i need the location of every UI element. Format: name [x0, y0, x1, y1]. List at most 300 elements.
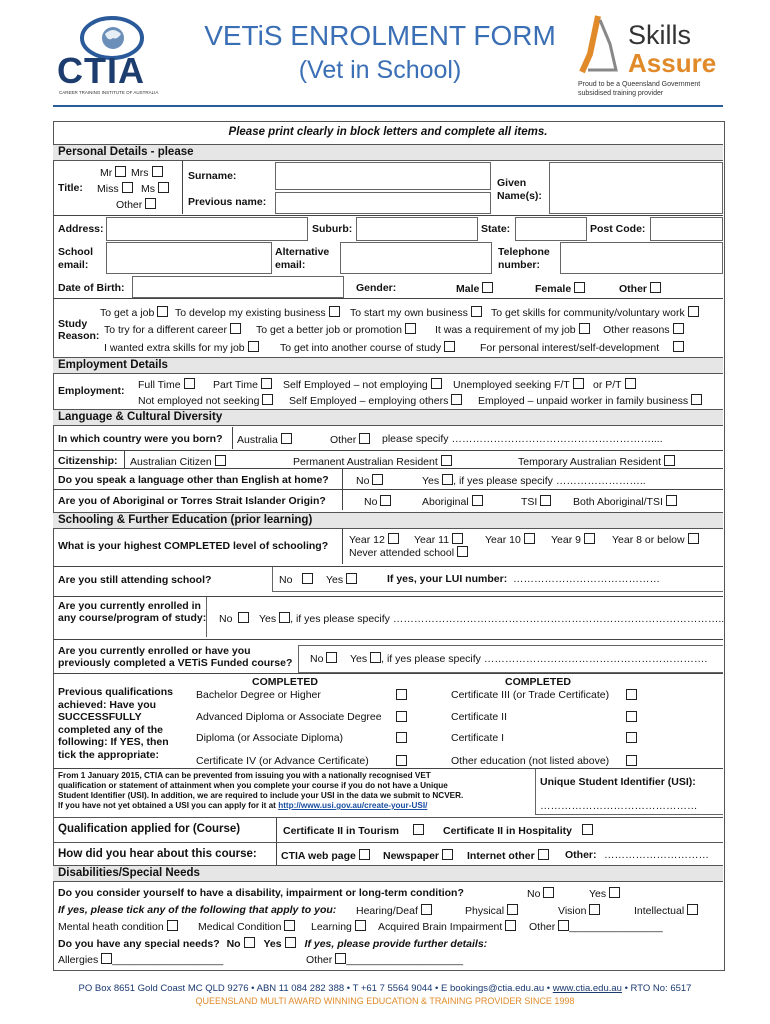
- lang-specify-text: , if yes please specify ……………………..: [453, 475, 646, 487]
- gender-other-checkbox[interactable]: [650, 282, 661, 293]
- tsi-checkbox[interactable]: [540, 495, 551, 506]
- allergies-field[interactable]: [58, 953, 223, 966]
- atsi-both[interactable]: [573, 495, 677, 508]
- q6-checkbox[interactable]: [626, 711, 637, 722]
- r3-label: To start my own business: [350, 307, 468, 319]
- e4b-checkbox[interactable]: [625, 378, 636, 389]
- allergies-label: Allergies: [58, 954, 99, 966]
- country-other-checkbox[interactable]: [359, 433, 370, 444]
- country-other[interactable]: [330, 433, 370, 446]
- cit-temporary[interactable]: [518, 455, 675, 468]
- aboriginal-checkbox[interactable]: [472, 495, 483, 506]
- vetis-no-checkbox[interactable]: [326, 652, 337, 663]
- dis-yes-checkbox[interactable]: [609, 887, 620, 898]
- special-yes[interactable]: [264, 938, 296, 950]
- instruction-text: Please print clearly in block letters and complete all items.: [228, 126, 548, 138]
- lang-no-label: No: [356, 475, 370, 487]
- special-details-text: If yes, please provide further details:: [304, 938, 488, 950]
- atsi-aboriginal[interactable]: [422, 495, 483, 508]
- surname-label: Surname:: [188, 170, 237, 182]
- dis-d8[interactable]: [378, 920, 516, 933]
- y12-checkbox[interactable]: [388, 533, 399, 544]
- emp-e1[interactable]: [138, 378, 195, 391]
- qual-q3: Diploma (or Associate Diploma): [196, 732, 344, 744]
- c1-label: Certificate II in Tourism: [283, 825, 399, 837]
- mrs-label: Mrs: [131, 167, 149, 179]
- y10-label: Year 10: [485, 534, 521, 546]
- lang-no[interactable]: [356, 474, 383, 487]
- footer-contact: [0, 983, 770, 994]
- e6-label: Self Employed – employing others: [289, 395, 449, 407]
- study-r7[interactable]: [435, 323, 590, 336]
- e7-checkbox[interactable]: [691, 394, 702, 405]
- c2-checkbox[interactable]: [582, 824, 593, 835]
- school-email-input[interactable]: [106, 242, 272, 274]
- dis-no-checkbox[interactable]: [543, 887, 554, 898]
- hear-h1[interactable]: [281, 849, 370, 862]
- qualification-label: Qualification applied for (Course): [58, 823, 241, 835]
- perm-resident-checkbox[interactable]: [441, 455, 452, 466]
- school-y9[interactable]: [551, 533, 595, 546]
- hear-h4[interactable]: [565, 849, 597, 861]
- qual-q6: Certificate II: [451, 711, 508, 723]
- r6-label: To get a better job or promotion: [256, 324, 402, 336]
- vetis-yes-checkbox[interactable]: [370, 652, 381, 663]
- course-c1[interactable]: [283, 824, 424, 837]
- divider: [53, 298, 723, 299]
- divider: [124, 450, 125, 468]
- e4-label: Unemployed seeking F/T: [453, 379, 570, 391]
- enrolled-yes[interactable]: [259, 612, 724, 625]
- e4b-label: or P/T: [593, 379, 622, 391]
- enrolled-specify-text: , if yes please specify …………………………………………………………………………………..: [290, 613, 725, 625]
- given-names-input[interactable]: [549, 162, 723, 214]
- dis-d5[interactable]: [58, 920, 178, 933]
- dis-yes[interactable]: [589, 887, 620, 900]
- other-needs-label: Other: [306, 954, 333, 966]
- gender-male[interactable]: [456, 282, 493, 295]
- allergies-checkbox[interactable]: [101, 953, 112, 964]
- ms-checkbox[interactable]: [158, 182, 169, 193]
- emp-e2[interactable]: [213, 378, 272, 391]
- form-subtitle: (Vet in School): [298, 56, 462, 84]
- miss-label: Miss: [97, 183, 119, 195]
- e5-checkbox[interactable]: [262, 394, 273, 405]
- hear-h3[interactable]: [467, 849, 549, 862]
- section-language-title: Language & Cultural Diversity: [58, 411, 223, 423]
- footer-tagline: QUEENSLAND MULTI AWARD WINNING EDUCATION & TRAINING PROVIDER SINCE 1998: [195, 996, 575, 1006]
- y9-label: Year 9: [551, 534, 581, 546]
- e7-label: Employed – unpaid worker in family business: [478, 395, 689, 407]
- emp-e3[interactable]: [283, 378, 442, 391]
- gender-label: Gender:: [356, 282, 397, 294]
- y10-checkbox[interactable]: [524, 533, 535, 544]
- skills-assure-logo: [578, 14, 718, 104]
- section-language: [53, 409, 723, 426]
- study-r6[interactable]: [256, 323, 416, 336]
- address-label: Address:: [58, 223, 104, 235]
- employment-label: Employment:: [58, 385, 125, 397]
- male-label: Male: [456, 283, 480, 295]
- temp-resident-label: Temporary Australian Resident: [518, 456, 661, 468]
- r5-checkbox[interactable]: [230, 323, 241, 334]
- q5-checkbox[interactable]: [626, 689, 637, 700]
- queensland-map-icon: [578, 14, 618, 74]
- y11-label: Year 11: [414, 534, 450, 546]
- address-input[interactable]: [106, 217, 308, 241]
- c2-label: Certificate II in Hospitality: [443, 825, 572, 837]
- australia-label: Australia: [237, 434, 278, 446]
- skills-caption: Proud to be a Queensland Government subsidised training provider: [578, 81, 701, 97]
- course-c2[interactable]: [443, 824, 593, 837]
- hear-h2[interactable]: [383, 849, 453, 862]
- r8-checkbox[interactable]: [673, 323, 684, 334]
- school-y11[interactable]: [414, 533, 463, 546]
- r7-label: It was a requirement of my job: [435, 324, 576, 336]
- suburb-label: Suburb:: [312, 223, 353, 235]
- h4-label: Other:: [565, 849, 597, 861]
- both-checkbox[interactable]: [666, 495, 677, 506]
- perm-resident-label: Permanent Australian Resident: [293, 456, 438, 468]
- r6-checkbox[interactable]: [405, 323, 416, 334]
- aboriginal-label: Aboriginal: [422, 496, 469, 508]
- atsi-no[interactable]: [364, 495, 391, 508]
- special-q-text: Do you have any special needs?: [58, 938, 220, 950]
- tsi-label: TSI: [521, 496, 538, 508]
- lui-input[interactable]: ……………………………………: [513, 573, 660, 585]
- divider: [53, 468, 723, 469]
- title-mrs[interactable]: [131, 166, 163, 179]
- lui-label: If yes, your LUI number:: [387, 573, 508, 585]
- d1-checkbox[interactable]: [421, 904, 432, 915]
- gender-other-label: Other: [619, 283, 648, 295]
- both-label: Both Aboriginal/TSI: [573, 496, 663, 508]
- telephone-label: Telephone number:: [498, 246, 550, 271]
- q4-checkbox[interactable]: [396, 755, 407, 766]
- r9-checkbox[interactable]: [248, 341, 259, 352]
- completed-header-2: COMPLETED: [505, 676, 571, 688]
- q2-checkbox[interactable]: [396, 711, 407, 722]
- section-personal: [53, 144, 723, 161]
- section-employment: [53, 357, 723, 374]
- dis-yes-label: Yes: [589, 888, 607, 900]
- e6-checkbox[interactable]: [451, 394, 462, 405]
- other-needs-field[interactable]: [306, 953, 463, 966]
- study-r8[interactable]: [603, 323, 684, 336]
- study-r3[interactable]: [350, 306, 482, 319]
- form-title: VETiS ENROLMENT FORM: [204, 20, 556, 51]
- d4-checkbox[interactable]: [687, 904, 698, 915]
- e1-label: Full Time: [138, 379, 181, 391]
- surname-input[interactable]: [275, 162, 491, 190]
- male-checkbox[interactable]: [482, 282, 493, 293]
- dis-d6[interactable]: [198, 920, 295, 933]
- given-names-label: Given Name(s):: [497, 177, 542, 202]
- ctia-logo: [55, 10, 170, 100]
- h3-checkbox[interactable]: [538, 849, 549, 860]
- prev-qual-question: Previous qualifications achieved: Have you SUCCESSFULLY completed any of the following: If YES, then tick the appropriate:: [58, 686, 173, 761]
- study-r1[interactable]: [100, 306, 168, 319]
- divider: [53, 215, 723, 216]
- cit-australian[interactable]: [130, 455, 226, 468]
- allergies-input[interactable]: ___________________: [112, 954, 224, 966]
- y9-checkbox[interactable]: [584, 533, 595, 544]
- section-disability: [53, 865, 723, 882]
- usi-label: Unique Student Identifier (USI):: [540, 776, 696, 788]
- title-mr[interactable]: [100, 166, 126, 179]
- d3-checkbox[interactable]: [589, 904, 600, 915]
- special-no-checkbox[interactable]: [244, 937, 255, 948]
- q3-checkbox[interactable]: [396, 732, 407, 743]
- dis-d4[interactable]: [634, 904, 698, 917]
- hear-other-input[interactable]: …………………………: [604, 849, 709, 861]
- assure-text: Assure: [628, 48, 717, 78]
- qual-q7: Certificate I: [451, 732, 505, 744]
- usi-notice-line4: [58, 801, 463, 811]
- e4-checkbox[interactable]: [573, 378, 584, 389]
- dis-d2[interactable]: [465, 904, 518, 917]
- vetis-no[interactable]: [310, 652, 337, 665]
- h2-checkbox[interactable]: [442, 849, 453, 860]
- r7-checkbox[interactable]: [579, 323, 590, 334]
- enrolled-question: Are you currently enrolled in any course/program of study:: [58, 600, 207, 624]
- female-checkbox[interactable]: [574, 282, 585, 293]
- d6-checkbox[interactable]: [284, 920, 295, 931]
- header-divider: [53, 105, 723, 107]
- q1-checkbox[interactable]: [396, 689, 407, 700]
- usi-notice-line3: Student Identifier (USI). In addition, we are required to include your USI in the data we submit to NCVER.: [58, 791, 464, 800]
- emp-e5[interactable]: [138, 394, 273, 407]
- attending-no-label: No: [279, 574, 293, 586]
- e3-label: Self Employed – not employing: [283, 379, 428, 391]
- d6-label: Medical Condition: [198, 921, 282, 933]
- r2-checkbox[interactable]: [329, 306, 340, 317]
- lang-yes[interactable]: [422, 474, 646, 487]
- d5-checkbox[interactable]: [167, 920, 178, 931]
- previous-name-input[interactable]: [275, 192, 491, 214]
- study-r2[interactable]: [175, 306, 340, 319]
- dis-d9[interactable]: [529, 920, 663, 933]
- other-needs-input[interactable]: ____________________: [346, 954, 464, 966]
- r1-checkbox[interactable]: [157, 306, 168, 317]
- alt-email-label: Alternative email:: [275, 246, 330, 271]
- d9-input[interactable]: ________________: [569, 921, 663, 933]
- attending-no-checkbox[interactable]: [302, 573, 313, 584]
- qual-q4: Certificate IV (or Advance Certificate): [196, 755, 369, 767]
- special-no-label: No: [226, 938, 241, 950]
- previous-name-label: Previous name:: [188, 196, 267, 208]
- q8-checkbox[interactable]: [626, 755, 637, 766]
- dis-d1[interactable]: [356, 904, 432, 917]
- temp-resident-checkbox[interactable]: [664, 455, 675, 466]
- gender-other[interactable]: [619, 282, 661, 295]
- e1-checkbox[interactable]: [184, 378, 195, 389]
- enrolled-no-checkbox[interactable]: [238, 612, 249, 623]
- divider: [276, 818, 277, 866]
- school-email-label: School email:: [58, 246, 94, 271]
- r4-checkbox[interactable]: [688, 306, 699, 317]
- cit-permanent[interactable]: [293, 455, 452, 468]
- vetis-specify-text: , if yes please specify ……………………………………………………….: [381, 653, 708, 665]
- vetis-no-label: No: [310, 653, 324, 665]
- vetis-yes[interactable]: [350, 652, 707, 665]
- enrolled-no[interactable]: [219, 612, 249, 625]
- lang-no-checkbox[interactable]: [372, 474, 383, 485]
- mrs-checkbox[interactable]: [152, 166, 163, 177]
- postcode-input[interactable]: [650, 217, 723, 241]
- atsi-tsi[interactable]: [521, 495, 551, 508]
- aus-citizen-label: Australian Citizen: [130, 456, 212, 468]
- section-schooling: [53, 512, 723, 529]
- gender-female[interactable]: [535, 282, 585, 295]
- alt-email-input[interactable]: [340, 242, 492, 274]
- dis-d3[interactable]: [558, 904, 600, 917]
- miss-checkbox[interactable]: [122, 182, 133, 193]
- h1-checkbox[interactable]: [359, 849, 370, 860]
- qual-q2: Advanced Diploma or Associate Degree: [196, 711, 382, 723]
- d2-label: Physical: [465, 905, 505, 917]
- e5-label: Not employed not seeking: [138, 395, 260, 407]
- mr-label: Mr: [100, 167, 113, 179]
- section-schooling-title: Schooling & Further Education (prior learning): [58, 514, 313, 526]
- e2-checkbox[interactable]: [261, 378, 272, 389]
- never-checkbox[interactable]: [457, 546, 468, 557]
- lang-yes-checkbox[interactable]: [442, 474, 453, 485]
- study-r9[interactable]: [104, 341, 259, 354]
- special-no[interactable]: [227, 938, 255, 950]
- r1-label: To get a job: [100, 307, 155, 319]
- atsi-question: Are you of Aboriginal or Torres Strait Islander Origin?: [58, 495, 326, 507]
- country-other-label: Other: [330, 434, 357, 446]
- h1-label: CTIA web page: [281, 850, 356, 862]
- emp-e7[interactable]: [478, 394, 702, 407]
- hear-label: How did you hear about this course:: [58, 848, 257, 860]
- divider: [342, 528, 343, 564]
- q7-checkbox[interactable]: [626, 732, 637, 743]
- emp-e4b[interactable]: [593, 378, 636, 391]
- title-other[interactable]: [116, 198, 156, 211]
- divider: [232, 427, 233, 449]
- divider: [53, 489, 723, 490]
- dis-d7[interactable]: [311, 920, 366, 933]
- usi-notice-text: If you have not yet obtained a USI you can apply for it at: [58, 801, 279, 810]
- h3-label: Internet other: [467, 850, 535, 862]
- study-r11[interactable]: [480, 341, 684, 354]
- usi-notice-line2: qualification or statement of attainment when you complete your course if you do not have a Unique: [58, 781, 448, 790]
- d9-checkbox[interactable]: [558, 920, 569, 931]
- citizenship-label: Citizenship:: [58, 455, 118, 467]
- study-r4[interactable]: [491, 306, 699, 319]
- r11-label: For personal interest/self-development: [480, 342, 660, 354]
- r11-checkbox[interactable]: [673, 341, 684, 352]
- c1-checkbox[interactable]: [413, 824, 424, 835]
- d3-label: Vision: [558, 905, 587, 917]
- aus-citizen-checkbox[interactable]: [215, 455, 226, 466]
- school-y8[interactable]: [612, 533, 699, 546]
- d1-label: Hearing/Deaf: [356, 905, 418, 917]
- attending-yes[interactable]: [326, 573, 357, 586]
- highest-schooling-question: What is your highest COMPLETED level of schooling?: [58, 540, 329, 552]
- other-language-question: Do you speak a language other than English at home?: [58, 474, 329, 486]
- study-r5[interactable]: [104, 323, 241, 336]
- footer-website-link[interactable]: www.ctia.edu.au: [552, 983, 622, 994]
- dob-input[interactable]: [132, 276, 344, 298]
- section-personal-title: Personal Details - please: [58, 146, 194, 158]
- y11-checkbox[interactable]: [452, 533, 463, 544]
- usi-input[interactable]: ………………………………………: [540, 800, 698, 812]
- atsi-no-checkbox[interactable]: [380, 495, 391, 506]
- school-never[interactable]: [349, 546, 468, 559]
- y8-checkbox[interactable]: [688, 533, 699, 544]
- country-australia[interactable]: [237, 433, 292, 446]
- section-employment-title: Employment Details: [58, 359, 168, 371]
- other-needs-checkbox[interactable]: [335, 953, 346, 964]
- divider: [53, 673, 723, 674]
- state-label: State:: [481, 223, 511, 235]
- disability-question: Do you consider yourself to have a disability, impairment or long-term condition?: [58, 887, 464, 899]
- d2-checkbox[interactable]: [507, 904, 518, 915]
- completed-header-1: COMPLETED: [252, 676, 318, 688]
- emp-e6[interactable]: [289, 394, 462, 407]
- country-specify[interactable]: please specify …………………………………………………....: [382, 433, 663, 445]
- r9-label: I wanted extra skills for my job: [104, 342, 245, 354]
- mr-checkbox[interactable]: [115, 166, 126, 177]
- special-yes-checkbox[interactable]: [285, 937, 296, 948]
- d7-checkbox[interactable]: [355, 920, 366, 931]
- enrolled-yes-label: Yes: [259, 613, 277, 625]
- y12-label: Year 12: [349, 534, 385, 546]
- d9-label: Other: [529, 921, 556, 933]
- d4-label: Intellectual: [634, 905, 685, 917]
- special-yes-label: Yes: [263, 938, 282, 950]
- telephone-input[interactable]: [560, 242, 723, 274]
- r10-checkbox[interactable]: [444, 341, 455, 352]
- lang-yes-label: Yes: [422, 475, 440, 487]
- title-other-checkbox[interactable]: [145, 198, 156, 209]
- dis-no[interactable]: [527, 887, 554, 900]
- school-y12[interactable]: [349, 533, 399, 546]
- enrolled-no-label: No: [219, 613, 233, 625]
- d5-label: Mental heath condition: [58, 921, 164, 933]
- r3-checkbox[interactable]: [471, 306, 482, 317]
- school-y10[interactable]: [485, 533, 535, 546]
- study-reason-label: Study Reason:: [58, 318, 100, 342]
- e3-checkbox[interactable]: [431, 378, 442, 389]
- enrolled-yes-checkbox[interactable]: [279, 612, 290, 623]
- title-label: Title:: [58, 182, 83, 194]
- e2-label: Part Time: [213, 379, 258, 391]
- state-input[interactable]: [515, 217, 587, 241]
- suburb-input[interactable]: [356, 217, 478, 241]
- title-other-label: Other: [116, 199, 143, 211]
- divider: [182, 160, 183, 214]
- title-miss[interactable]: [97, 182, 133, 195]
- d8-label: Acquired Brain Impairment: [378, 921, 503, 933]
- australia-checkbox[interactable]: [281, 433, 292, 444]
- attending-no[interactable]: [279, 573, 313, 586]
- title-ms[interactable]: [141, 182, 169, 195]
- usi-link[interactable]: http://www.usi.gov.au/create-your-USI/: [278, 801, 428, 810]
- study-r10[interactable]: [280, 341, 455, 354]
- attending-question: Are you still attending school?: [58, 574, 212, 586]
- y8-label: Year 8 or below: [612, 534, 685, 546]
- r5-label: To try for a different career: [104, 324, 227, 336]
- attending-yes-checkbox[interactable]: [346, 573, 357, 584]
- d8-checkbox[interactable]: [505, 920, 516, 931]
- usi-notice-line1: From 1 January 2015, CTIA can be prevented from issuing you with a nationally recognised VET: [58, 771, 431, 780]
- emp-e4[interactable]: [453, 378, 584, 391]
- skills-text: Skills: [628, 20, 692, 50]
